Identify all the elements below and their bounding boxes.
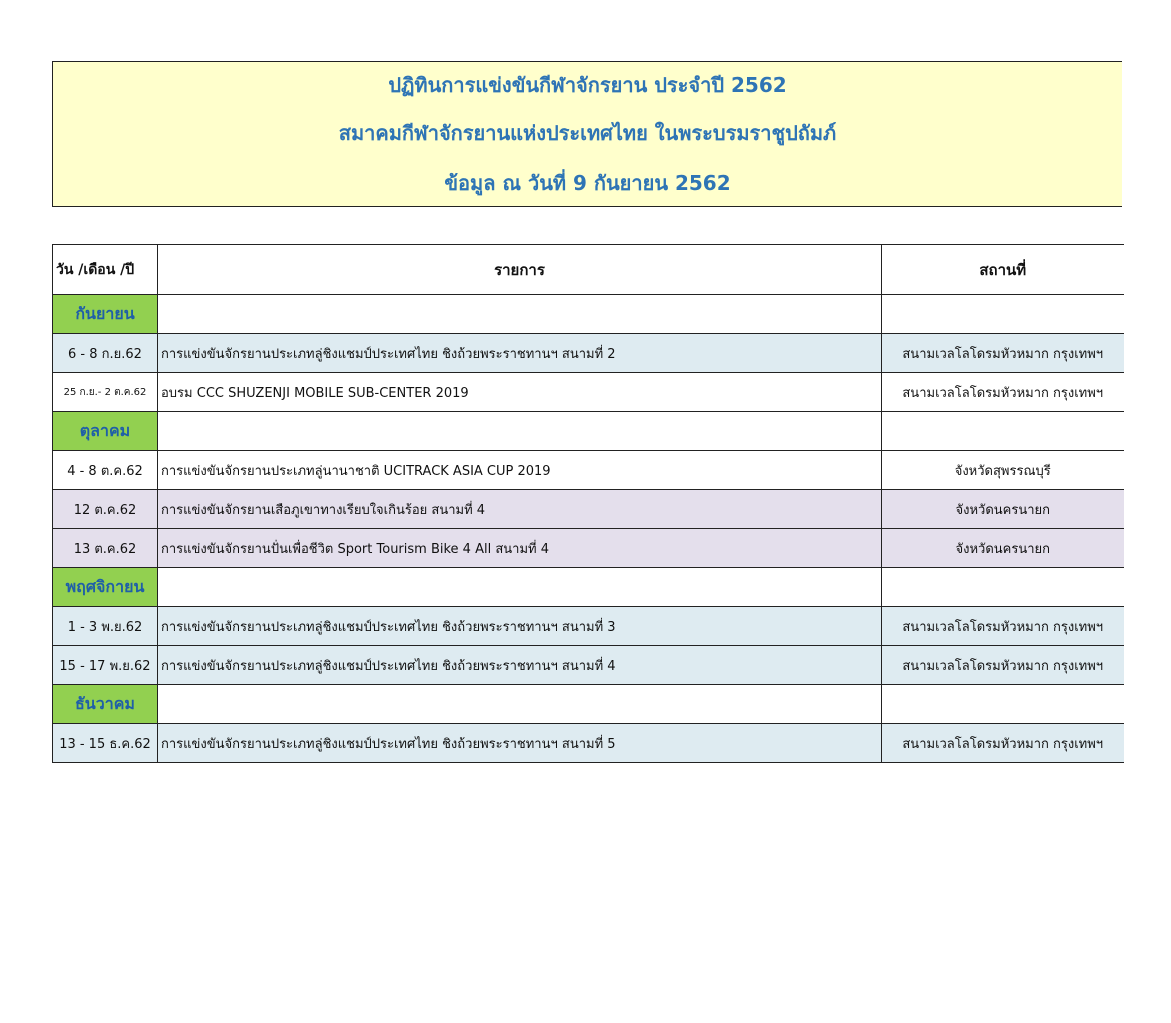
association-name: สมาคมกีฬาจักรยานแห่งประเทศไทย ในพระบรมราชูปถัมภ์ xyxy=(338,121,837,145)
month-row-december xyxy=(53,685,1124,724)
table-row xyxy=(53,373,1124,412)
empty-cell xyxy=(158,295,882,334)
empty-cell xyxy=(882,295,1124,334)
empty-cell xyxy=(158,685,882,724)
table-header-row xyxy=(53,245,1124,295)
title-box xyxy=(52,61,1122,207)
event-date: 1 - 3 พ.ย.62 xyxy=(53,607,158,646)
event-venue: จังหวัดนครนายก xyxy=(882,529,1124,568)
column-header-event: รายการ xyxy=(158,245,882,295)
event-date: 15 - 17 พ.ย.62 xyxy=(53,646,158,685)
column-header-date: วัน /เดือน /ปี xyxy=(53,245,158,295)
data-as-of-date: ข้อมูล ณ วันที่ 9 กันยายน 2562 xyxy=(444,171,731,195)
table-row xyxy=(53,529,1124,568)
event-name: การแข่งขันจักรยานประเภทลู่ชิงแชมป์ประเทศไทย ชิงถ้วยพระราชทานฯ สนามที่ 2 xyxy=(158,334,882,373)
month-label: ตุลาคม xyxy=(53,412,158,451)
empty-cell xyxy=(882,568,1124,607)
event-venue: จังหวัดสุพรรณบุรี xyxy=(882,451,1124,490)
event-date: 12 ต.ค.62 xyxy=(53,490,158,529)
event-venue: สนามเวลโลโดรมหัวหมาก กรุงเทพฯ xyxy=(882,724,1124,763)
table-row xyxy=(53,724,1124,763)
event-name: การแข่งขันจักรยานประเภทลู่ชิงแชมป์ประเทศไทย ชิงถ้วยพระราชทานฯ สนามที่ 4 xyxy=(158,646,882,685)
event-date: 4 - 8 ต.ค.62 xyxy=(53,451,158,490)
table-row xyxy=(53,490,1124,529)
empty-cell xyxy=(882,412,1124,451)
month-label: กันยายน xyxy=(53,295,158,334)
event-name: การแข่งขันจักรยานประเภทลู่ชิงแชมป์ประเทศไทย ชิงถ้วยพระราชทานฯ สนามที่ 5 xyxy=(158,724,882,763)
event-venue: สนามเวลโลโดรมหัวหมาก กรุงเทพฯ xyxy=(882,646,1124,685)
table-row xyxy=(53,607,1124,646)
table-row xyxy=(53,646,1124,685)
schedule-table xyxy=(52,244,1124,763)
column-header-venue: สถานที่ xyxy=(882,245,1124,295)
event-name: การแข่งขันจักรยานประเภทลู่นานาชาติ UCITRACK ASIA CUP 2019 xyxy=(158,451,882,490)
empty-cell xyxy=(158,568,882,607)
event-date: 13 ต.ค.62 xyxy=(53,529,158,568)
table-row xyxy=(53,334,1124,373)
event-venue: สนามเวลโลโดรมหัวหมาก กรุงเทพฯ xyxy=(882,334,1124,373)
calendar-title: ปฏิทินการแข่งขันกีฬาจักรยาน ประจำปี 2562 xyxy=(388,73,787,97)
event-venue: สนามเวลโลโดรมหัวหมาก กรุงเทพฯ xyxy=(882,607,1124,646)
month-row-september xyxy=(53,295,1124,334)
empty-cell xyxy=(158,412,882,451)
event-venue: จังหวัดนครนายก xyxy=(882,490,1124,529)
event-date: 13 - 15 ธ.ค.62 xyxy=(53,724,158,763)
event-date: 6 - 8 ก.ย.62 xyxy=(53,334,158,373)
month-row-november xyxy=(53,568,1124,607)
month-label: พฤศจิกายน xyxy=(53,568,158,607)
event-name: การแข่งขันจักรยานเสือภูเขาทางเรียบใจเกินร้อย สนามที่ 4 xyxy=(158,490,882,529)
month-label: ธันวาคม xyxy=(53,685,158,724)
month-row-october xyxy=(53,412,1124,451)
event-name: อบรม CCC SHUZENJI MOBILE SUB-CENTER 2019 xyxy=(158,373,882,412)
table-row xyxy=(53,451,1124,490)
event-name: การแข่งขันจักรยานปั่นเพื่อชีวิต Sport Tourism Bike 4 All สนามที่ 4 xyxy=(158,529,882,568)
event-name: การแข่งขันจักรยานประเภทลู่ชิงแชมป์ประเทศไทย ชิงถ้วยพระราชทานฯ สนามที่ 3 xyxy=(158,607,882,646)
event-venue: สนามเวลโลโดรมหัวหมาก กรุงเทพฯ xyxy=(882,373,1124,412)
event-date: 25 ก.ย.- 2 ต.ค.62 xyxy=(53,373,158,412)
empty-cell xyxy=(882,685,1124,724)
